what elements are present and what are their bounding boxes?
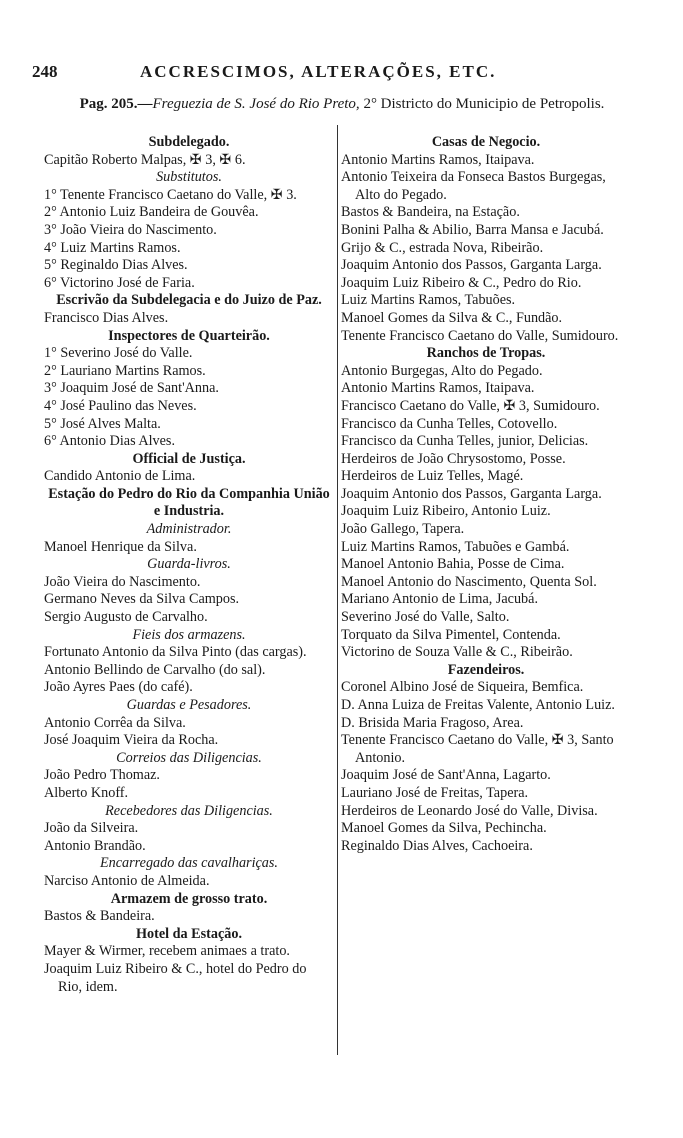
left-entry: José Joaquim Vieira da Rocha. — [44, 732, 219, 749]
left-entry: Antonio Bellindo de Carvalho (do sal). — [44, 661, 266, 678]
right-heading: Casas de Negocio. — [431, 134, 541, 150]
right-entry: Lauriano José de Freitas, Tapera. — [341, 784, 529, 801]
left-subheading: Fieis dos armazens. — [132, 626, 246, 643]
right-entry: Antonio Teixeira da Fonseca Bastos Burgegas, Alto do Pegado. — [341, 169, 606, 203]
right-entry: Severino José do Valle, Salto. — [341, 609, 510, 626]
left-entry: Alberto Knoff. — [44, 784, 129, 801]
right-entry: Joaquim José de Sant'Anna, Lagarto. — [341, 767, 551, 784]
right-entry: Grijo & C., estrada Nova, Ribeirão. — [341, 239, 544, 256]
right-entry: Joaquim Antonio dos Passos, Garganta Larga. — [341, 485, 602, 502]
left-entry: Antonio Corrêa da Silva. — [44, 714, 186, 731]
left-column — [44, 134, 334, 996]
left-heading: Inspectores de Quarteirão. — [108, 327, 270, 344]
right-entry: Francisco Caetano do Valle, ✠ 3, Sumidouro. — [341, 397, 600, 414]
left-subheading: Administrador. — [146, 521, 232, 538]
left-entry: 3° Joaquim José de Sant'Anna. — [44, 380, 219, 397]
left-entry: João Vieira do Nascimento. — [44, 573, 201, 590]
left-entry: Manoel Henrique da Silva. — [44, 538, 197, 555]
left-entry: 6° Antonio Dias Alves. — [44, 433, 175, 450]
right-entry: Antonio Burgegas, Alto do Pegado. — [341, 362, 543, 379]
left-subheading: Guardas e Pesadores. — [126, 697, 252, 713]
right-column — [341, 134, 631, 855]
right-entry: Manoel Antonio do Nascimento, Quenta Sol. — [341, 573, 597, 590]
left-heading: Official de Justiça. — [132, 450, 246, 467]
right-entry: Manoel Gomes da Silva, Pechincha. — [341, 820, 547, 837]
left-entry: 4° José Paulino das Neves. — [44, 397, 197, 414]
left-subheading: Recebedores das Diligencias. — [105, 802, 273, 819]
right-entry: Herdeiros de Luiz Telles, Magé. — [341, 468, 524, 485]
right-entry: Joaquim Luiz Ribeiro & C., Pedro do Rio. — [341, 274, 582, 291]
left-entry: João da Silveira. — [44, 820, 139, 837]
right-entry: Luiz Martins Ramos, Tabuões. — [341, 292, 516, 309]
column-divider — [337, 125, 338, 1055]
left-entry: Fortunato Antonio da Silva Pinto (das cargas). — [44, 644, 307, 661]
left-entry: Capitão Roberto Malpas, ✠ 3, ✠ 6. — [44, 151, 246, 168]
left-entry: 1° Tenente Francisco Caetano do Valle, ✠ 3. — [44, 186, 297, 203]
left-entry: 1° Severino José do Valle. — [44, 345, 193, 362]
freguezia-name: Freguezia de S. José do Rio Preto, — [152, 96, 360, 112]
right-entry: Joaquim Luiz Ribeiro, Antonio Luiz. — [341, 503, 551, 520]
left-heading: Escrivão da Subdelegacia e do Juizo de Paz. — [56, 292, 322, 309]
left-subheading: Correios das Diligencias. — [116, 749, 262, 766]
left-entry: Mayer & Wirmer, recebem animaes a trato. — [44, 943, 290, 960]
right-entry: Torquato da Silva Pimentel, Contenda. — [341, 626, 561, 643]
right-entry: Victorino de Souza Valle & C., Ribeirão. — [341, 644, 573, 661]
right-entry: Herdeiros de Leonardo José do Valle, Divisa. — [341, 802, 598, 819]
page-number: 248 — [32, 62, 58, 81]
right-entry: Tenente Francisco Caetano do Valle, Sumidouro. — [341, 327, 619, 344]
left-entry: João Ayres Paes (do café). — [44, 679, 193, 696]
right-entry: D. Brisida Maria Fragoso, Area. — [341, 714, 524, 731]
left-entry: 4° Luiz Martins Ramos. — [44, 239, 181, 256]
section-locale — [42, 95, 642, 113]
right-entry: João Gallego, Tapera. — [341, 521, 465, 538]
left-entry: Joaquim Luiz Ribeiro & C., hotel do Pedro do Rio, idem. — [44, 960, 307, 995]
left-entry: 5° José Alves Malta. — [44, 415, 161, 432]
running-title: ACCRESCIMOS, ALTERAÇÕES, ETC. — [140, 62, 497, 81]
left-subheading: Guarda-livros. — [147, 556, 231, 573]
right-entry: Manoel Antonio Bahia, Posse de Cima. — [341, 556, 565, 573]
right-entry: Joaquim Antonio dos Passos, Garganta Larga. — [341, 257, 602, 274]
left-entry: 2° Lauriano Martins Ramos. — [44, 362, 206, 379]
left-heading: Subdelegado. — [148, 134, 230, 150]
left-heading: Armazem de grosso trato. — [110, 890, 268, 907]
left-entry: Sergio Augusto de Carvalho. — [44, 609, 208, 626]
left-heading: Hotel da Estação. — [135, 925, 242, 942]
left-heading: Estação do Pedro do Rio da Companhia União e Industria. — [48, 485, 330, 520]
left-entry: João Pedro Thomaz. — [44, 767, 160, 784]
right-heading: Ranchos de Tropas. — [426, 345, 546, 362]
left-entry: Narciso Antonio de Almeida. — [44, 872, 210, 889]
district-name: 2° Districto do Municipio de Petropolis. — [359, 96, 605, 112]
right-entry: Luiz Martins Ramos, Tabuões e Gambá. — [341, 538, 570, 555]
left-entry: Candido Antonio de Lima. — [44, 468, 196, 485]
left-entry: 5° Reginaldo Dias Alves. — [44, 257, 188, 274]
right-entry: Bonini Palha & Abilio, Barra Mansa e Jacubá. — [341, 221, 604, 238]
right-entry: Francisco da Cunha Telles, junior, Delicias. — [341, 433, 589, 450]
left-entry: Antonio Brandão. — [44, 837, 146, 854]
page-header — [32, 62, 652, 88]
right-entry: Bastos & Bandeira, na Estação. — [341, 204, 520, 221]
right-entry: D. Anna Luiza de Freitas Valente, Antonio Luiz. — [341, 697, 615, 713]
page-reference: Pag. 205.— — [79, 96, 153, 112]
left-entry: 6° Victorino José de Faria. — [44, 274, 195, 291]
right-heading: Fazendeiros. — [447, 661, 525, 678]
left-entry: Francisco Dias Alves. — [44, 309, 169, 326]
right-entry: Reginaldo Dias Alves, Cachoeira. — [341, 837, 533, 854]
left-subheading: Substitutos. — [156, 169, 222, 186]
right-entry: Tenente Francisco Caetano do Valle, ✠ 3, Santo Antonio. — [341, 732, 614, 766]
left-entry: Bastos & Bandeira. — [44, 908, 155, 925]
right-entry: Coronel Albino José de Siqueira, Bemfica. — [341, 679, 584, 696]
right-entry: Herdeiros de João Chrysostomo, Posse. — [341, 450, 566, 467]
right-entry: Mariano Antonio de Lima, Jacubá. — [341, 591, 538, 608]
right-entry: Francisco da Cunha Telles, Cotovello. — [341, 415, 558, 432]
right-entry: Antonio Martins Ramos, Itaipava. — [341, 151, 535, 168]
left-subheading: Encarregado das cavalhariças. — [100, 855, 278, 872]
left-entry: 2° Antonio Luiz Bandeira de Gouvêa. — [44, 204, 259, 221]
right-entry: Antonio Martins Ramos, Itaipava. — [341, 380, 535, 397]
left-entry: 3° João Vieira do Nascimento. — [44, 221, 217, 238]
right-entry: Manoel Gomes da Silva & C., Fundão. — [341, 309, 563, 326]
left-entry: Germano Neves da Silva Campos. — [44, 591, 240, 608]
